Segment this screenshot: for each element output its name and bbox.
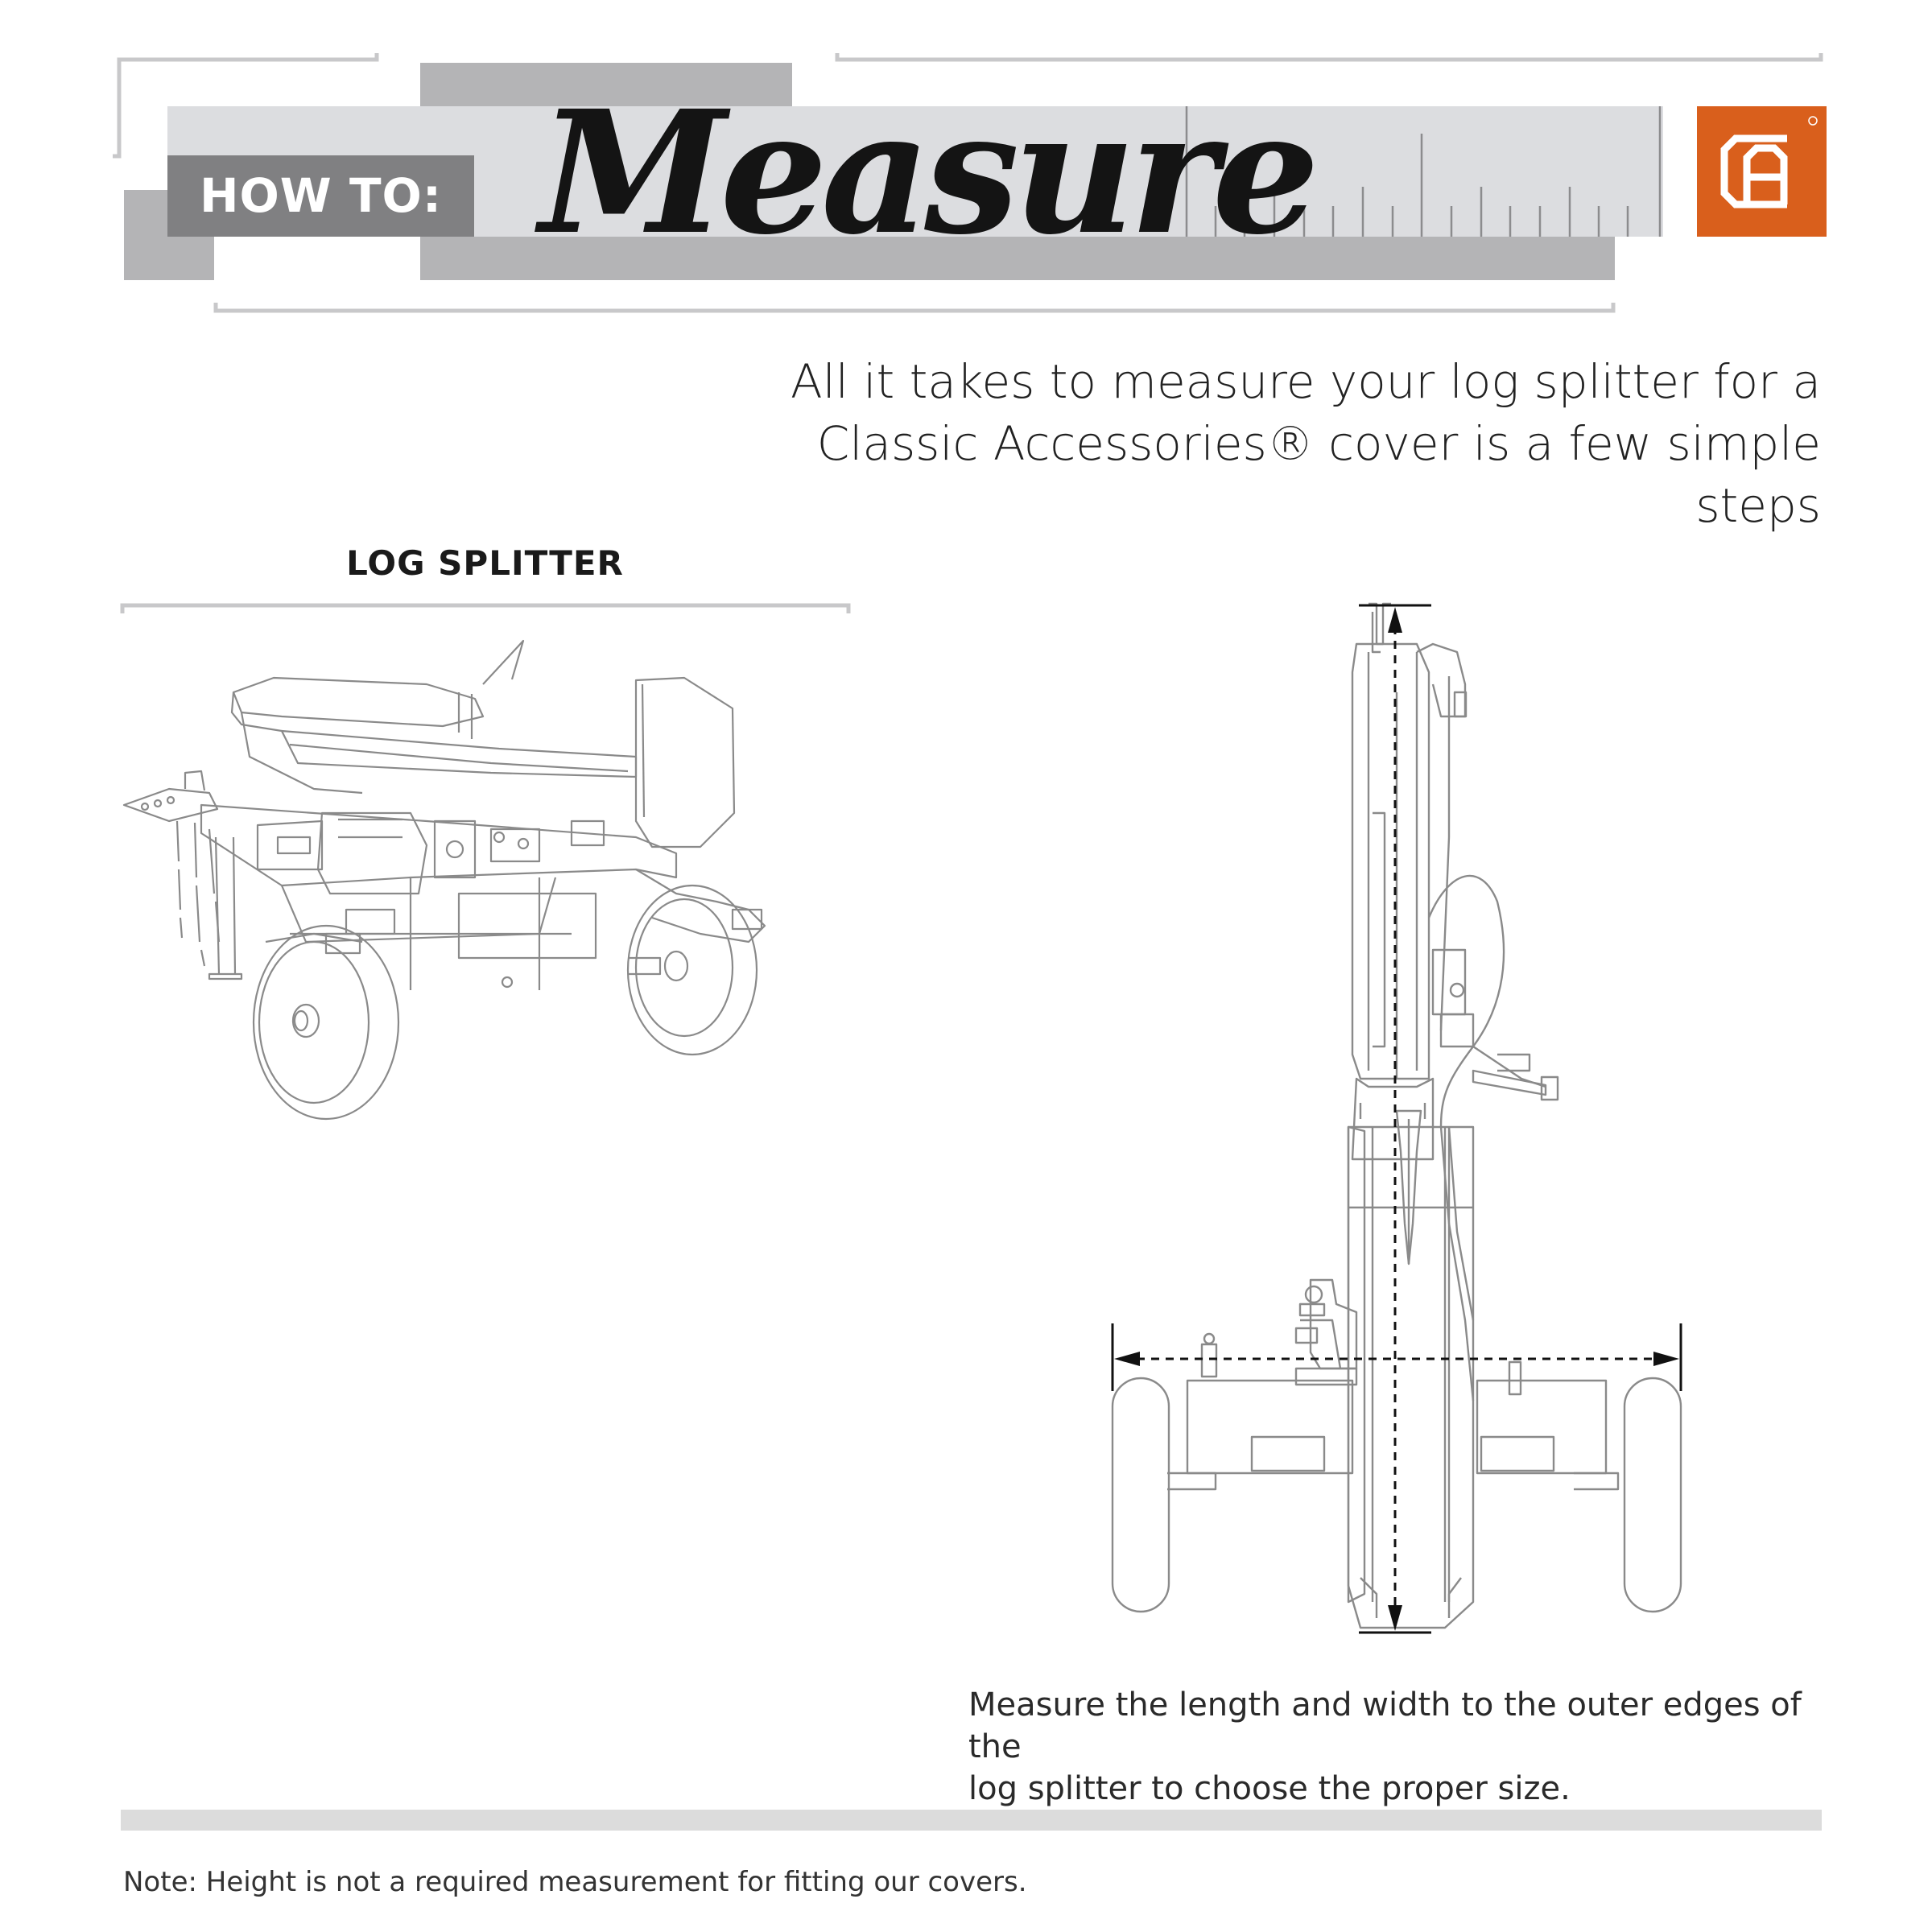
brand-logo [1697,106,1827,237]
footer-note: Note: Height is not a required measurement for fitting our covers. [123,1866,1027,1898]
intro-text [694,351,1821,537]
section-title-bracket [119,599,852,617]
intro-line-2: Classic Accessories® cover is a few simple steps [816,416,1821,533]
section-title: LOG SPLITTER [346,543,624,583]
instruction-text [968,1684,1838,1810]
instruction-line-2: log splitter to choose the proper size. [968,1770,1571,1807]
classic-accessories-ca-logo-icon [1697,106,1827,237]
intro-line-1: All it takes to measure your log splitter for a [791,354,1821,409]
log-splitter-top-view-illustration [1095,596,1707,1642]
how-to-tag: HOW TO: [167,155,474,237]
page-title: Measure [539,73,1314,272]
footer-divider [121,1810,1822,1831]
log-splitter-perspective-illustration [121,636,781,1127]
instruction-line-1: Measure the length and width to the outer edges of the [968,1686,1802,1765]
